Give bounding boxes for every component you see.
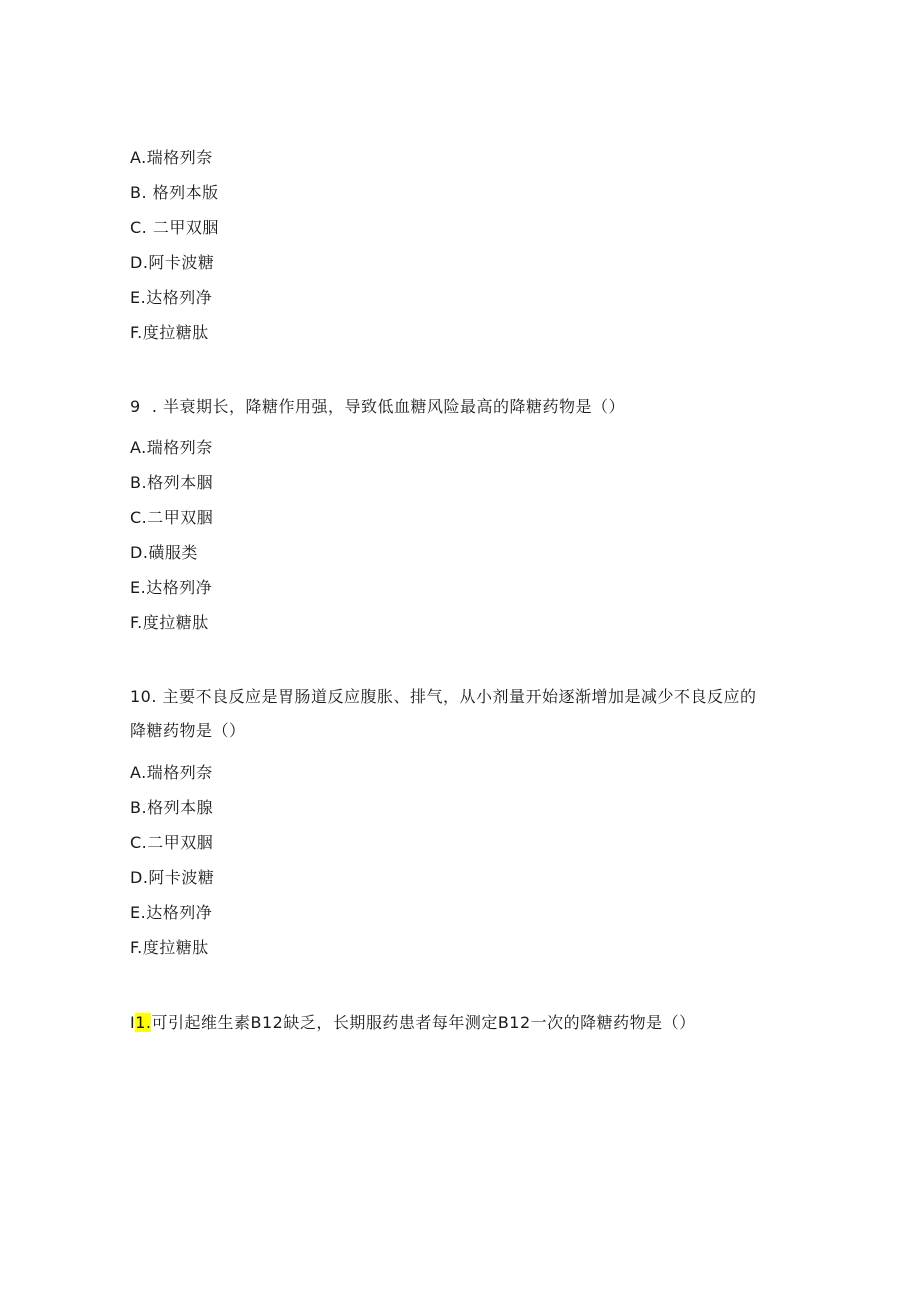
option-b: B. 格列本版 bbox=[130, 183, 219, 202]
question-9-option-c: C.二甲双胭 bbox=[130, 508, 214, 527]
question-11-number-highlight: 1. bbox=[135, 1013, 152, 1032]
option-e: E.达格列净 bbox=[130, 288, 213, 307]
question-9-option-d: D.磺服类 bbox=[130, 543, 198, 562]
option-c: C. 二甲双胭 bbox=[130, 218, 219, 237]
question-11-number-prefix: I bbox=[130, 1013, 136, 1032]
option-a: A.瑞格列奈 bbox=[130, 148, 213, 167]
question-10-stem-line-1: 10. 主要不良反应是胃肠道反应腹胀、排气，从小剂量开始逐渐增加是减少不良反应的 bbox=[130, 687, 757, 706]
question-10-option-f: F.度拉糖肽 bbox=[130, 938, 209, 957]
question-10-option-c: C.二甲双胭 bbox=[130, 833, 214, 852]
option-d: D.阿卡波糖 bbox=[130, 253, 215, 272]
question-11-stem-line bbox=[130, 1012, 696, 1034]
question-10-option-a: A.瑞格列奈 bbox=[130, 763, 213, 782]
question-10-option-b: B.格列本腺 bbox=[130, 798, 214, 817]
question-10-option-d: D.阿卡波糖 bbox=[130, 868, 215, 887]
question-9-option-e: E.达格列净 bbox=[130, 578, 213, 597]
question-10-stem-line-2: 降糖药物是（） bbox=[130, 721, 246, 740]
question-11-stem: 可引起维生素B12缺乏，长期服药患者每年测定B12一次的降糖药物是（） bbox=[151, 1013, 696, 1032]
question-9-option-a: A.瑞格列奈 bbox=[130, 438, 213, 457]
question-9-option-b: B.格列本胭 bbox=[130, 473, 214, 492]
question-9-stem: 9 . 半衰期长，降糖作用强，导致低血糖风险最高的降糖药物是（） bbox=[130, 397, 626, 416]
question-9-option-f: F.度拉糖肽 bbox=[130, 613, 209, 632]
option-f: F.度拉糖肽 bbox=[130, 323, 209, 342]
question-10-option-e: E.达格列净 bbox=[130, 903, 213, 922]
